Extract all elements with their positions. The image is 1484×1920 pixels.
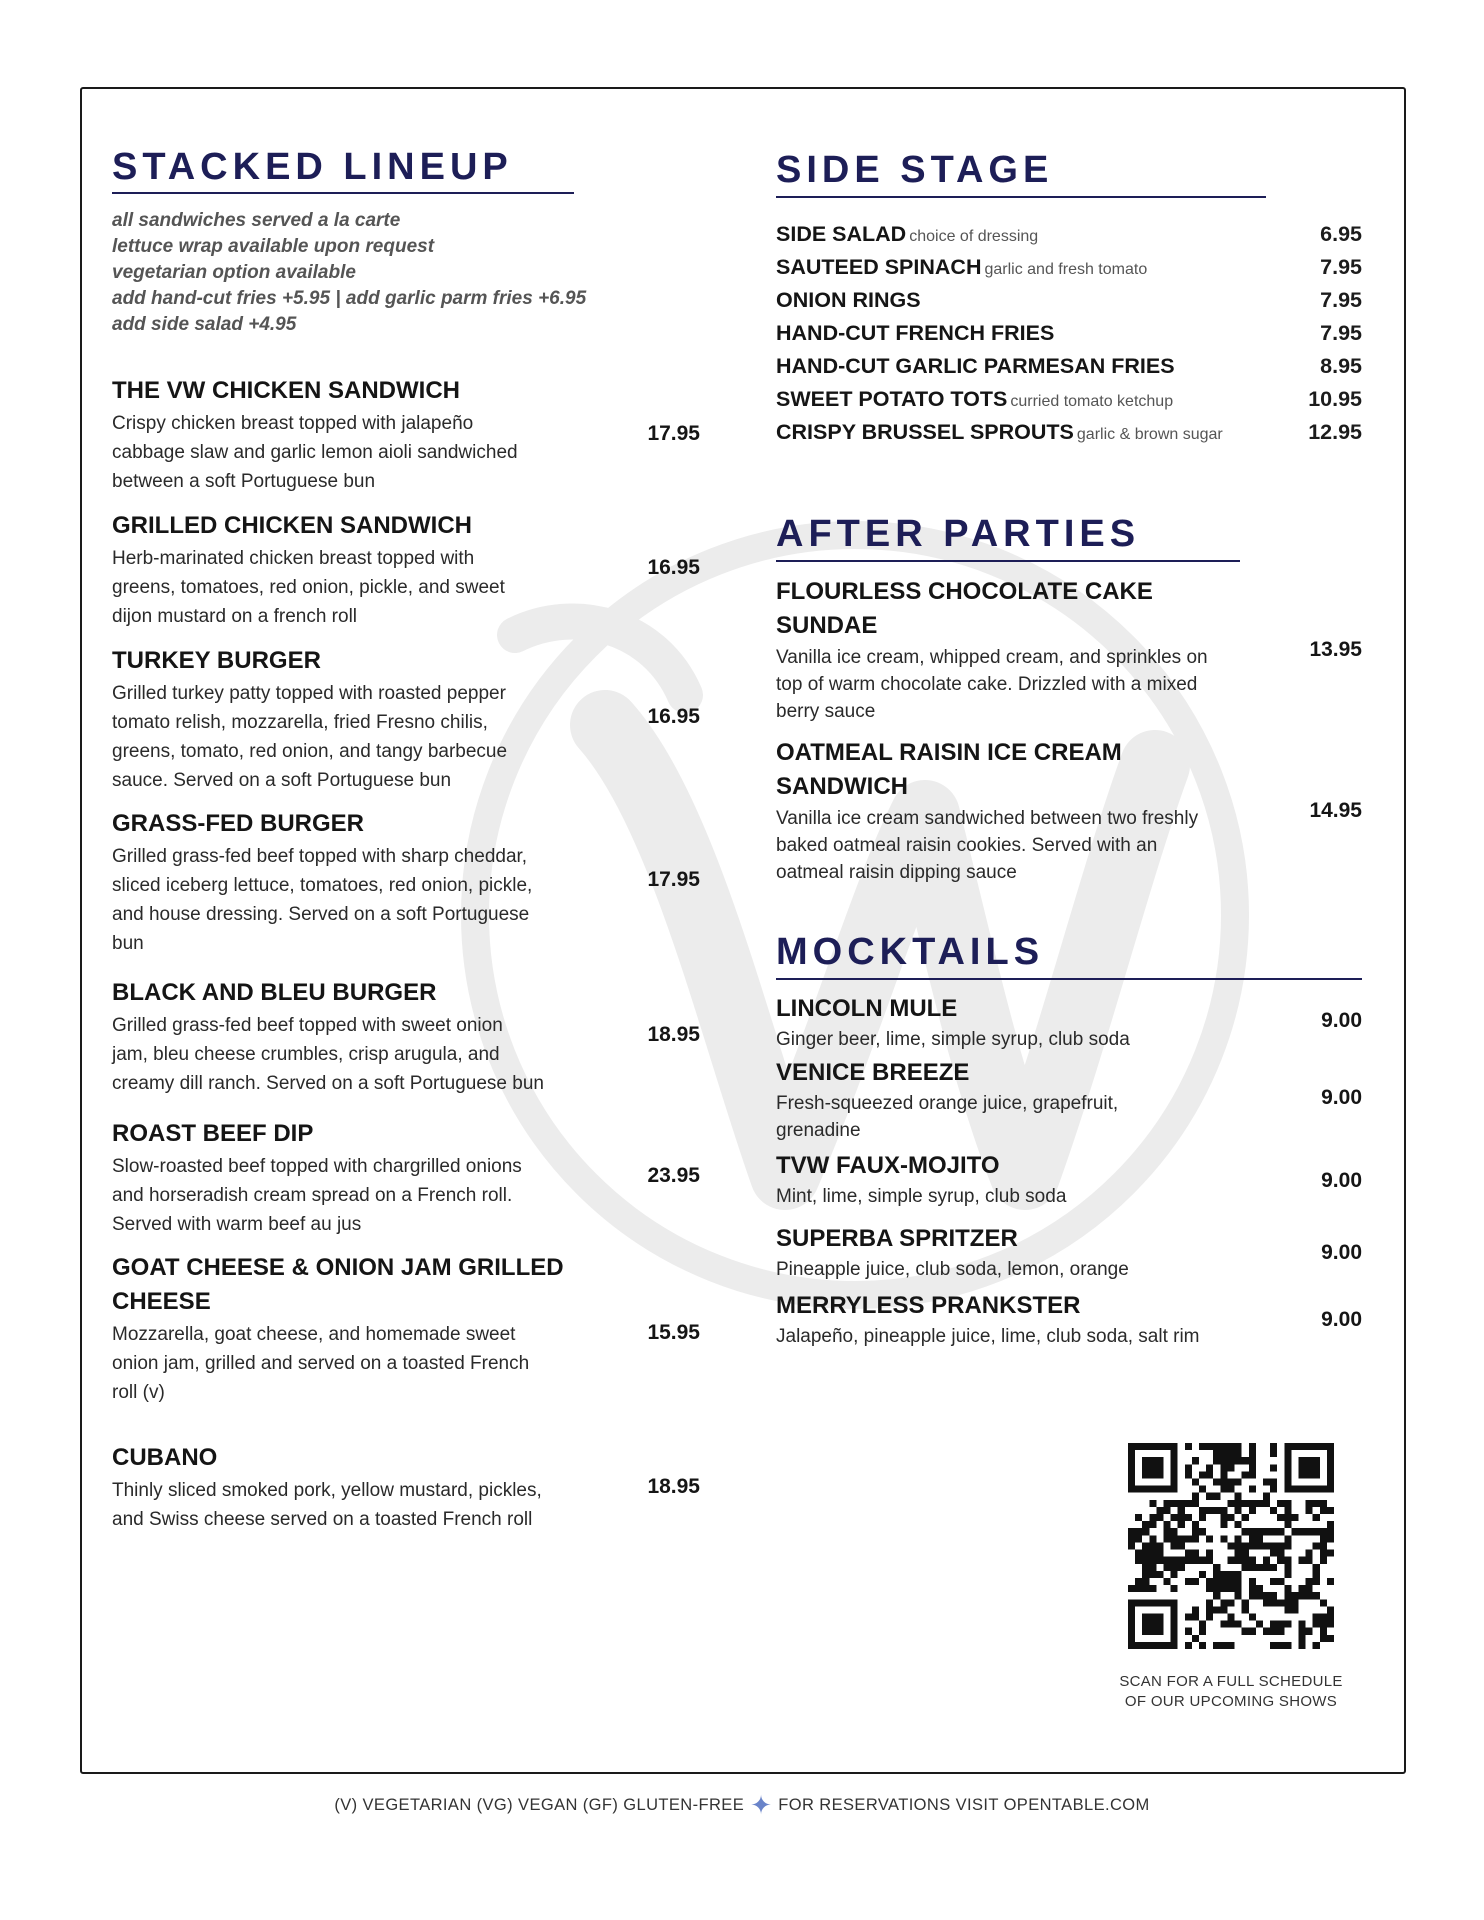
mocktail-description xyxy=(776,1323,1200,1350)
side-item-name: HAND-CUT FRENCH FRIES xyxy=(776,321,1055,345)
menu-item-title: TURKEY BURGER xyxy=(112,647,321,674)
menu-item-title: GRASS-FED BURGER xyxy=(112,810,365,837)
side-item xyxy=(776,354,1362,387)
desc-line: top of warm chocolate cake. Drizzled with a mixed xyxy=(776,674,1198,695)
side-item-name: SAUTEED SPINACH xyxy=(776,255,982,279)
desc-line: between a soft Portuguese bun xyxy=(112,471,376,492)
desc-line: Grilled grass-fed beef topped with sweet onion xyxy=(112,1015,503,1036)
side-item-price: 7.95 xyxy=(1320,288,1362,312)
side-item-name: ONION RINGS xyxy=(776,288,921,312)
sandwich-notes xyxy=(112,208,672,338)
menu-item-title: ROAST BEEF DIP xyxy=(112,1120,314,1147)
desc-line: tomato relish, mozzarella, fried Fresno chilis, xyxy=(112,712,488,733)
note-line: lettuce wrap available upon request xyxy=(112,236,435,257)
footer xyxy=(0,1790,1484,1821)
side-item-name: SWEET POTATO TOTS xyxy=(776,387,1008,411)
mocktail-price: 9.00 xyxy=(1321,1086,1362,1109)
qr-code-icon[interactable] xyxy=(1128,1443,1334,1649)
title-line: SUNDAE xyxy=(776,612,878,639)
mocktail-price: 9.00 xyxy=(1321,1241,1362,1264)
desc-line: Fresh-squeezed orange juice, grapefruit, xyxy=(776,1093,1119,1114)
menu-item-price: 18.95 xyxy=(647,1475,700,1498)
mocktail-title: VENICE BREEZE xyxy=(776,1059,970,1086)
mocktail-description xyxy=(776,1090,1118,1144)
side-item-name: CRISPY BRUSSEL SPROUTS xyxy=(776,420,1074,444)
desc-line: Mozzarella, goat cheese, and homemade sweet xyxy=(112,1324,516,1345)
desc-line: Served with warm beef au jus xyxy=(112,1214,362,1235)
dessert-item-title xyxy=(776,736,1122,804)
side-item xyxy=(776,222,1362,255)
menu-item-price: 16.95 xyxy=(647,556,700,579)
desc-line: dijon mustard on a french roll xyxy=(112,606,358,627)
note-line: all sandwiches served a la carte xyxy=(112,210,401,231)
qr-caption-line: OF OUR UPCOMING SHOWS xyxy=(1124,1693,1338,1710)
after-parties-rule xyxy=(776,560,1240,562)
desc-line: Vanilla ice cream sandwiched between two freshly xyxy=(776,808,1199,829)
menu-item-description xyxy=(112,1011,544,1098)
mocktail-price: 9.00 xyxy=(1321,1009,1362,1032)
qr-caption-line: SCAN FOR A FULL SCHEDULE xyxy=(1119,1673,1343,1690)
menu-item-price: 23.95 xyxy=(647,1164,700,1187)
menu-item-price: 15.95 xyxy=(647,1321,700,1344)
note-line: add side salad +4.95 xyxy=(112,314,297,335)
mocktail-price: 9.00 xyxy=(1321,1308,1362,1331)
dietary-legend: (V) VEGETARIAN (VG) VEGAN (GF) GLUTEN-FREE xyxy=(334,1796,745,1814)
side-item-price: 7.95 xyxy=(1320,255,1362,279)
stacked-lineup-rule xyxy=(112,192,574,194)
menu-item-title: THE VW CHICKEN SANDWICH xyxy=(112,377,460,404)
title-line: OATMEAL RAISIN ICE CREAM xyxy=(776,739,1122,766)
dessert-item-price: 13.95 xyxy=(1309,638,1362,661)
after-parties-heading: AFTER PARTIES xyxy=(776,513,1141,555)
desc-line: and house dressing. Served on a soft Portuguese xyxy=(112,904,530,925)
desc-line: Jalapeño, pineapple juice, lime, club soda, salt rim xyxy=(776,1326,1200,1347)
side-item-note: garlic and fresh tomato xyxy=(984,261,1148,278)
desc-line: roll (v) xyxy=(112,1382,165,1403)
desc-line: Pineapple juice, club soda, lemon, orange xyxy=(776,1259,1129,1280)
menu-item-title: CUBANO xyxy=(112,1444,218,1471)
mocktail-price: 9.00 xyxy=(1321,1169,1362,1192)
mocktails-rule xyxy=(776,978,1362,980)
mocktail-title: SUPERBA SPRITZER xyxy=(776,1225,1018,1252)
menu-item-title: GRILLED CHICKEN SANDWICH xyxy=(112,512,472,539)
menu-item-description xyxy=(112,679,507,795)
mocktail-title: LINCOLN MULE xyxy=(776,995,958,1022)
side-item-price: 8.95 xyxy=(1320,354,1362,378)
desc-line: Herb-marinated chicken breast topped with xyxy=(112,548,475,569)
side-item-price: 10.95 xyxy=(1308,387,1362,411)
desc-line: jam, bleu cheese crumbles, crisp arugula, and xyxy=(112,1044,500,1065)
mocktail-description xyxy=(776,1256,1129,1283)
side-item-note: curried tomato ketchup xyxy=(1010,393,1174,410)
side-item-name: HAND-CUT GARLIC PARMESAN FRIES xyxy=(776,354,1175,378)
title-line: CHEESE xyxy=(112,1288,211,1315)
mocktail-title: TVW FAUX-MOJITO xyxy=(776,1152,1000,1179)
dessert-item-price: 14.95 xyxy=(1309,799,1362,822)
side-item-note: garlic & brown sugar xyxy=(1076,426,1223,443)
menu-item-description xyxy=(112,409,518,496)
stacked-lineup-heading: STACKED LINEUP xyxy=(112,146,513,188)
menu-item-price: 16.95 xyxy=(647,705,700,728)
desc-line: Thinly sliced smoked pork, yellow mustard, pickles, xyxy=(112,1480,542,1501)
desc-line: greens, tomatoes, red onion, pickle, and sweet xyxy=(112,577,505,598)
side-item xyxy=(776,387,1362,420)
mocktails-heading: MOCKTAILS xyxy=(776,931,1045,973)
desc-line: cabbage slaw and garlic lemon aioli sandwiched xyxy=(112,442,518,463)
side-item-price: 7.95 xyxy=(1320,321,1362,345)
side-stage-heading: SIDE STAGE xyxy=(776,149,1054,191)
side-item-name: SIDE SALAD xyxy=(776,222,907,246)
menu-item-description xyxy=(112,1152,522,1239)
desc-line: grenadine xyxy=(776,1120,861,1141)
menu-item-description xyxy=(112,1320,529,1407)
title-line: SANDWICH xyxy=(776,773,908,800)
note-line: add hand-cut fries +5.95 | add garlic parm fries +6.95 xyxy=(112,288,587,309)
desc-line: Vanilla ice cream, whipped cream, and sprinkles on xyxy=(776,647,1208,668)
title-line: GOAT CHEESE & ONION JAM GRILLED xyxy=(112,1254,564,1281)
mocktail-title: MERRYLESS PRANKSTER xyxy=(776,1292,1081,1319)
menu-item-description xyxy=(112,1476,542,1534)
desc-line: Crispy chicken breast topped with jalapeño xyxy=(112,413,474,434)
reservations-link[interactable]: FOR RESERVATIONS VISIT OPENTABLE.COM xyxy=(778,1796,1150,1814)
side-item-price: 12.95 xyxy=(1308,420,1362,444)
side-item xyxy=(776,321,1362,354)
side-item xyxy=(776,255,1362,288)
side-stage-rule xyxy=(776,196,1266,198)
side-item-note: choice of dressing xyxy=(909,228,1039,245)
desc-line: bun xyxy=(112,933,144,954)
desc-line: creamy dill ranch. Served on a soft Portuguese bun xyxy=(112,1073,544,1094)
desc-line: Mint, lime, simple syrup, club soda xyxy=(776,1186,1067,1207)
note-line: vegetarian option available xyxy=(112,262,356,283)
dessert-item-title xyxy=(776,575,1153,643)
desc-line: berry sauce xyxy=(776,701,876,722)
side-item-price: 6.95 xyxy=(1320,222,1362,246)
menu-item-price: 17.95 xyxy=(647,422,700,445)
desc-line: Grilled grass-fed beef topped with sharp cheddar, xyxy=(112,846,528,867)
menu-item-description xyxy=(112,842,532,958)
title-line: FLOURLESS CHOCOLATE CAKE xyxy=(776,578,1153,605)
desc-line: sliced iceberg lettuce, tomatoes, red onion, pickle, xyxy=(112,875,533,896)
menu-item-title: BLACK AND BLEU BURGER xyxy=(112,979,437,1006)
desc-line: sauce. Served on a soft Portuguese bun xyxy=(112,770,452,791)
four-point-star-icon: ✦ xyxy=(750,1790,773,1820)
desc-line: and Swiss cheese served on a toasted French roll xyxy=(112,1509,533,1530)
menu-item-title xyxy=(112,1251,564,1319)
mocktail-description xyxy=(776,1183,1066,1210)
desc-line: greens, tomato, red onion, and tangy barbecue xyxy=(112,741,508,762)
desc-line: Slow-roasted beef topped with chargrilled onions xyxy=(112,1156,522,1177)
desc-line: oatmeal raisin dipping sauce xyxy=(776,862,1017,883)
desc-line: Grilled turkey patty topped with roasted pepper xyxy=(112,683,506,704)
mocktail-description xyxy=(776,1026,1130,1053)
desc-line: Ginger beer, lime, simple syrup, club soda xyxy=(776,1029,1130,1050)
qr-caption xyxy=(1096,1672,1366,1712)
desc-line: onion jam, grilled and served on a toasted French xyxy=(112,1353,530,1374)
desc-line: baked oatmeal raisin cookies. Served with an xyxy=(776,835,1158,856)
menu-item-price: 17.95 xyxy=(647,868,700,891)
side-item xyxy=(776,288,1362,321)
menu-item-description xyxy=(112,544,505,631)
menu-item-price: 18.95 xyxy=(647,1023,700,1046)
desc-line: and horseradish cream spread on a French roll. xyxy=(112,1185,513,1206)
dessert-item-description xyxy=(776,644,1208,725)
side-item xyxy=(776,420,1362,453)
dessert-item-description xyxy=(776,805,1198,886)
